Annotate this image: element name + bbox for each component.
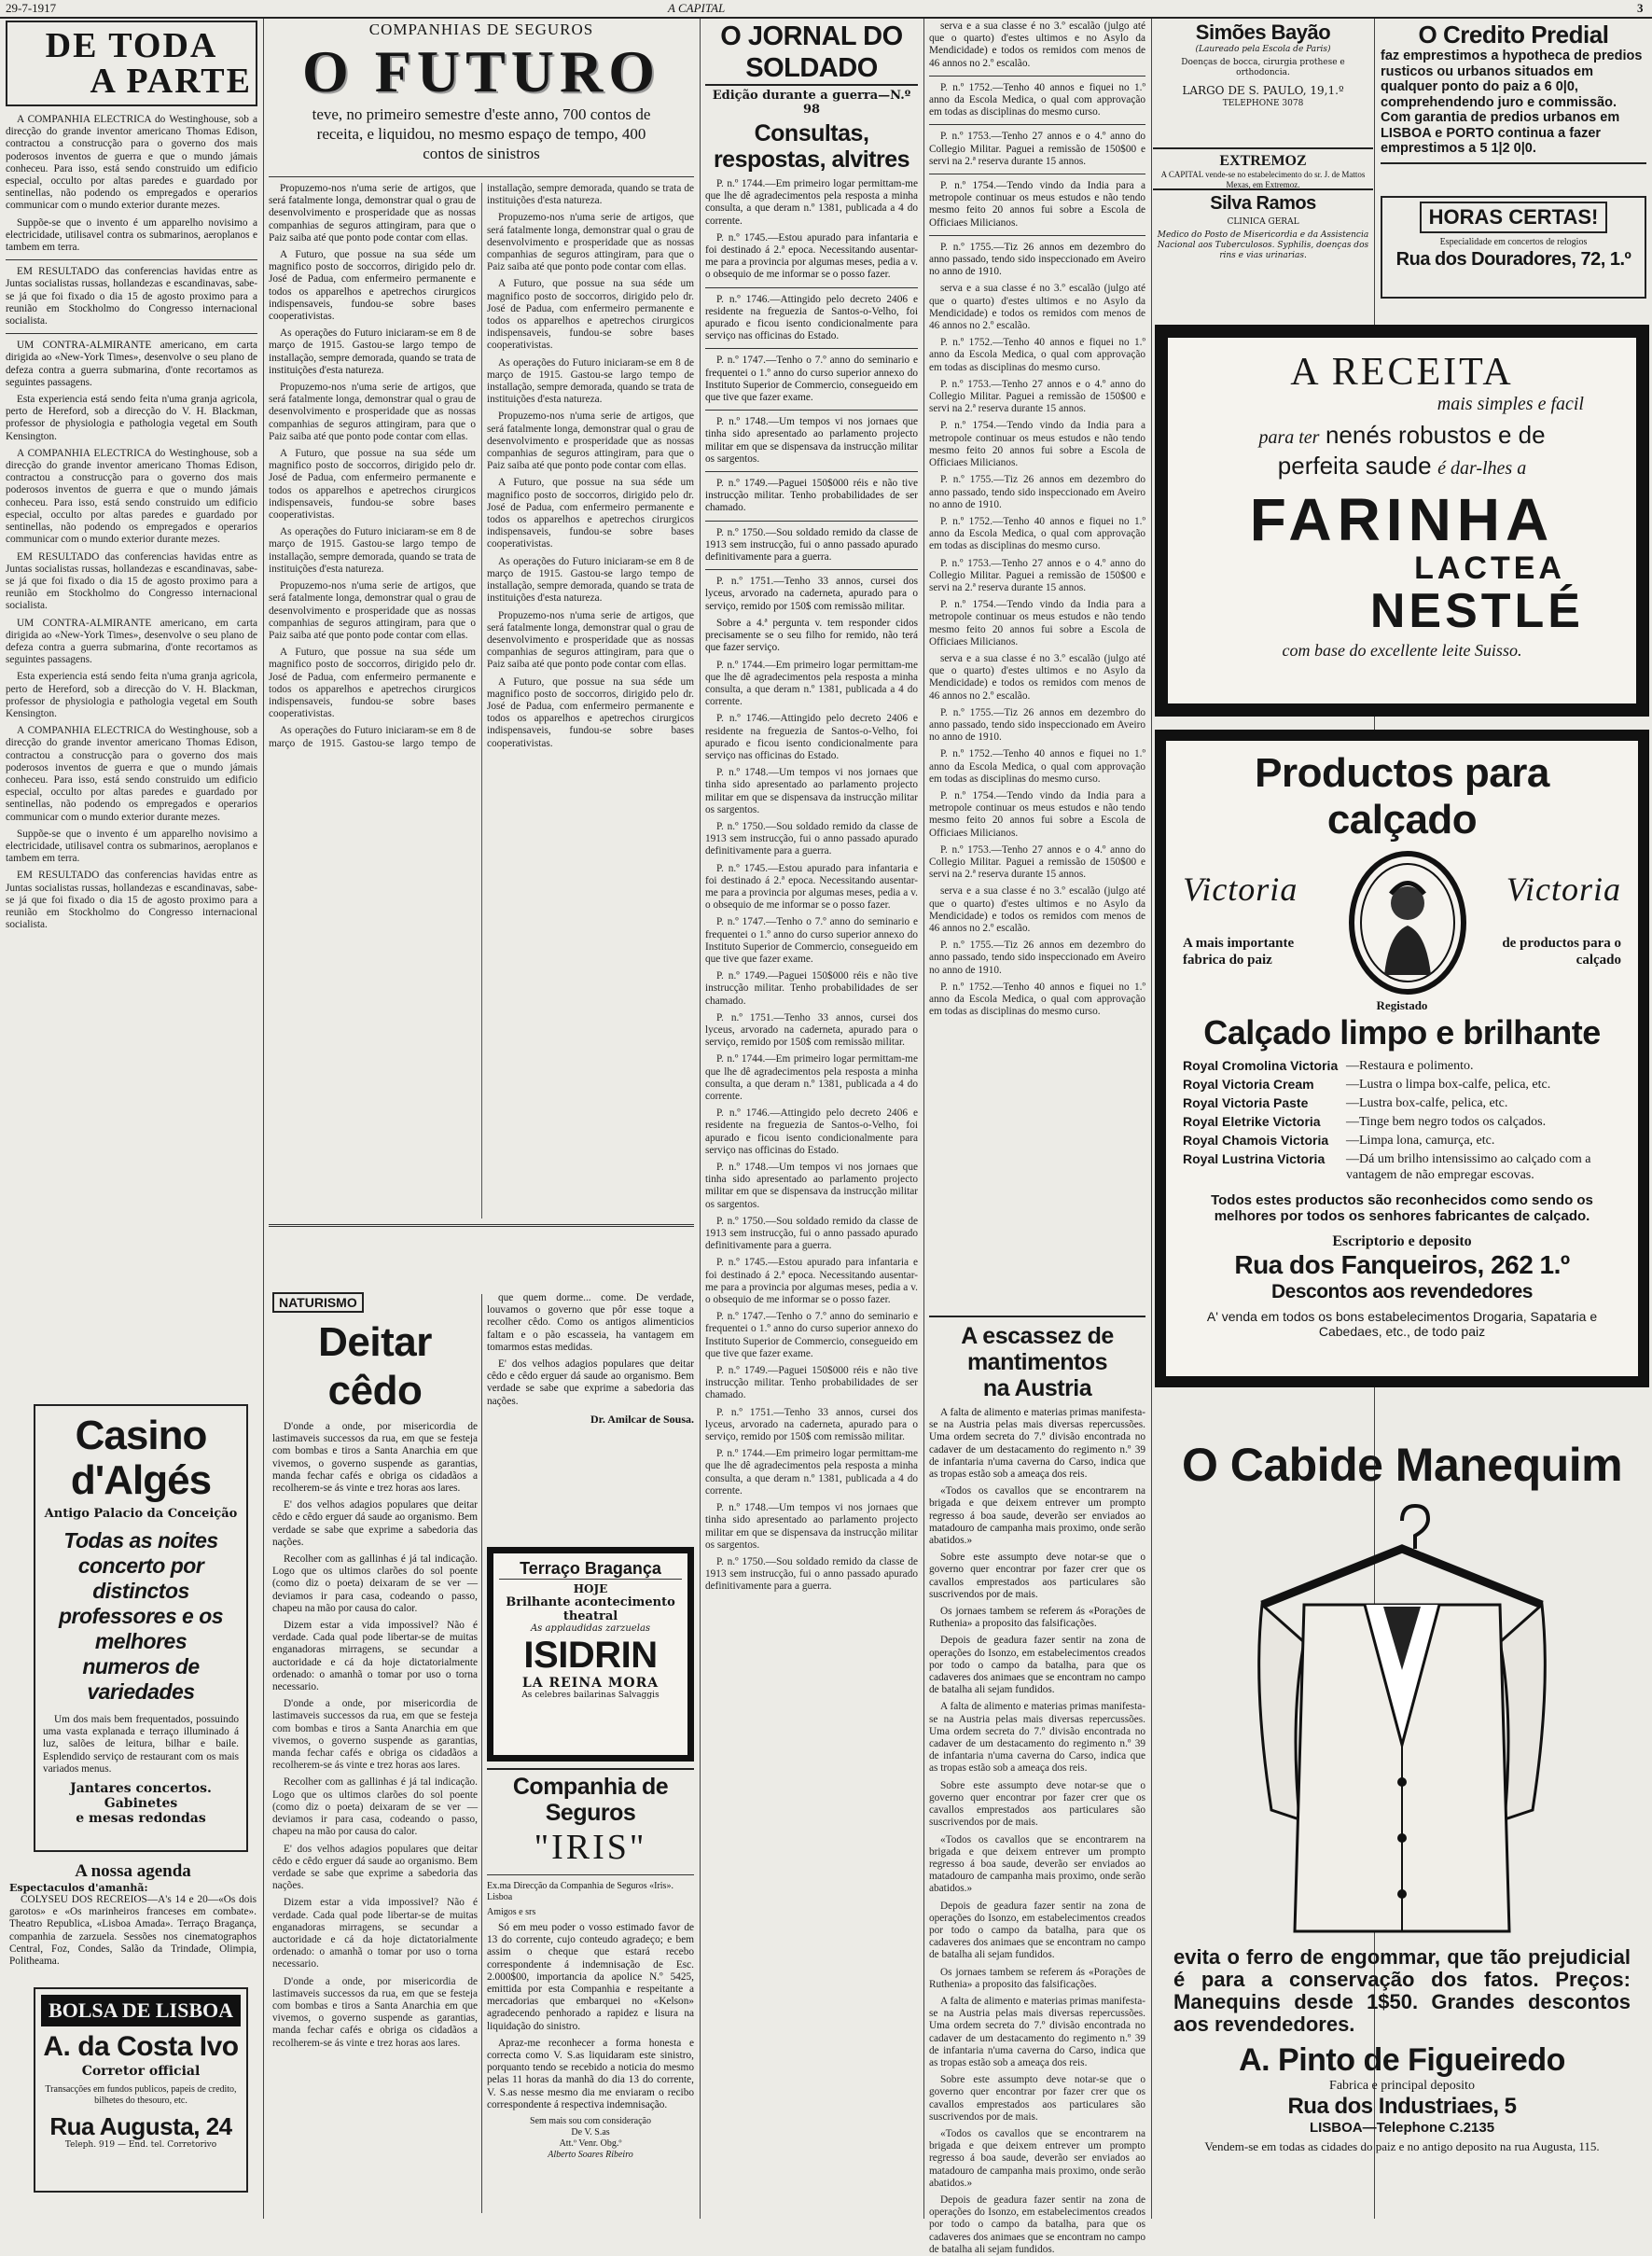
cabide-footer: Vendem-se em todas as cidades do paiz e no antigo deposito na rua Augusta, 115. — [1204, 2139, 1600, 2153]
terraco-hoje: HOJE — [573, 1582, 608, 1595]
agenda-subtitle: Espectaculos d'amanhã: — [9, 1882, 148, 1894]
product-list — [1183, 1058, 1621, 1183]
article-paragraph: P. n.º 1755.—Tiz 26 annos em dezembro do anno passado, tendo sido inspeccionado em Aveiro no anno de 1910. — [929, 241, 1145, 278]
escassez-subtitle: na Austria — [982, 1375, 1092, 1401]
victoria-left: Victoria — [1183, 870, 1298, 908]
article-paragraph: A falta de alimento e materias primas manifesta-se na Austria pelas mais diversas repercussões. Uma ordem secreta do 7.º divisão encontrada no cadaver de um destacamento do regimento n.º 39 de infantaria n'uma caverna do Carso, indica que as tropas estão sob a ameaça dos reis. — [929, 1407, 1145, 1481]
terraco-ad — [487, 1547, 694, 1762]
article-paragraph: Depois de geadura fazer sentir na zona de operações do Isonzo, em estabelecimentos creados por todo o campo da batalha, para que os cadaveres dos animaes que se encontram no campo de batalha ali sejam fundidos. — [929, 1635, 1145, 1696]
article-paragraph: Sobre a 4.ª pergunta v. tem responder cidos precisamente se o seu filho for remido, não terá que fazer serviço. — [705, 617, 918, 654]
article-paragraph: P. n.º 1754.—Tendo vindo da India para a metropole continuar os meus estudos e não tendo mesmo feito 20 annos fui sobre a Escola de Officiaes Milicianos. — [929, 180, 1145, 229]
nestle-footer: com base do excellente leite Suisso. — [1282, 641, 1522, 660]
cabide-address: Rua dos Industriaes, 5 — [1287, 2094, 1517, 2119]
article-title: O FUTURO — [302, 38, 660, 104]
nestle-line: mais simples e facil — [1437, 394, 1584, 414]
casino-subtitle: Antigo Palacio da Conceição — [44, 1507, 238, 1521]
naturismo-signature: Dr. Amilcar de Sousa. — [590, 1412, 694, 1426]
nestle-brand: FARINHA — [1249, 486, 1555, 553]
product-desc: —Restaura e polimento. — [1346, 1059, 1474, 1073]
article-paragraph: P. n.º 1752.—Tenho 40 annos e fiquei no 1.º anno da Escola Medica, o qual com approvação em todas as disciplinas do mesmo curso. — [929, 81, 1145, 118]
section-title-box — [6, 21, 257, 106]
cabide-name: A. Pinto de Figueiredo — [1239, 2042, 1565, 2078]
article-paragraph: P. n.º 1745.—Estou apurado para infantaria e foi destinado á 2.ª epoca. Necessitando ausentar-me para a provincia por algumas meses, pedia a v. o obsequio de me informar se o posso fazer. — [705, 231, 918, 281]
product-row — [1183, 1151, 1621, 1183]
victoria-medallion-icon — [1347, 849, 1468, 996]
article-paragraph: Esta experiencia está sendo feita n'uma granja agricola, perto de Hereford, sob a direcção do V. H. Blackman, professor de physiologia e pathologia vegetal em South Kensington. — [6, 394, 257, 442]
product-desc: —Lustra box-calfe, pelica, etc. — [1346, 1096, 1508, 1110]
iris-address: Ex.ma Direcção da Companhia de Seguros «Iris». Lisboa — [487, 1881, 673, 1902]
column-3: O JORNAL DO SOLDADO Edição durante a guerra—N.º 98 Consultas, respostas, alvitres P. n.º 1744.—Em primeiro logar permittam-me que lhe dê agradecimentos pela resposta a minha consulta, a que deram n.º 1381, publicada a 4 do corrente. P. n.º 1745.—Estou apurado para infantaria e foi destinado á 2.ª epoca. Necessitando ausentar-me para a provincia por algumas meses, pedia a v. o obsequio de me informar se o posso fazer. P. n.º 1746.—Attingido pelo decreto 2406 e residente na freguezia de Santos-o-Velho, foi apurado e ficou isento condicionalmente para serviço nas officinas do Estado. P. n.º 1747.—Tenho o 7.º anno do seminario e frequentei o 1.º anno do curso superior annexo do Instituto Superior de Commercio, consegueido em que tive que fazer exame. P. n.º 1748.—Um tempos vi nos jornaes que tinha sido apresentado ao parlamento projecto militar em que se dispensava da instrucção militar os sargentos. P. n.º 1749.—Paguei 150$000 réis e não tive instrucção militar. Tenho probabilidades de ser chamado. P. n.º 1750.—Sou soldado remido da classe de 1913 sem instrucção, fui o anno passado apurado definitivamente para a guerra. P. n.º 1751.—Tenho 33 annos, cursei dos lyceus, arvorado na caderneta, apurado para o serviço, remido por 150$ com remissão militar. Sobre a 4.ª pergunta v. tem responder cidos precisamente se o seu filho for remido, não terá que fazer serviço. P. n.º 1744.—Em primeiro logar permittam-me que lhe dê agradecimentos pela resposta a minha consulta, a que deram n.º 1381, publicada a 4 do corrente. P. n.º 1746.—Attingido pelo decreto 2406 e residente na freguezia de Santos-o-Velho, foi apurado e ficou isento condicionalmente para serviço nas officinas do Estado. P. n.º 1748.—Um tempos vi nos jornaes que tinha sido apresentado ao parlamento projecto militar em que se dispensava da instrucção militar os sargentos. P. n.º 1750.—Sou soldado remido da classe de 1913 sem instrucção, fui o anno passado apurado definitivamente para a guerra. P. n.º 1745.—Estou apurado para infantaria e foi destinado á 2.ª epoca. Necessitando ausentar-me para a provincia por algumas meses, pedia a v. o obsequio de me informar se o posso fazer. P. n.º 1747.—Tenho o 7.º anno do seminario e frequentei o 1.º anno do curso superior annexo do Instituto Superior de Commercio, consegueido em que tive que fazer exame. P. n.º 1749.—Paguei 150$000 réis e não tive instrucção militar. Tenho probabilidades de ser chamado. P. n.º 1751.—Tenho 33 annos, cursei dos lyceus, arvorado na caderneta, apurado para o serviço, remido por 150$ com remissão militar. P. n.º 1744.—Em primeiro logar permittam-me que lhe dê agradecimentos pela resposta a minha consulta, a que deram n.º 1381, publicada a 4 do corrente. P. n.º 1746.—Attingido pelo decreto 2406 e residente na freguezia de Santos-o-Velho, foi apurado e ficou isento condicionalmente para serviço nas officinas do Estado. P. n.º 1748.—Um tempos vi nos jornaes que tinha sido apresentado ao parlamento projecto militar em que se dispensava da instrucção militar os sargentos. P. n.º 1750.—Sou soldado remido da classe de 1913 sem instrucção, fui o anno passado apurado definitivamente para a guerra. P. n.º 1745.—Estou apurado para infantaria e foi destinado á 2.ª epoca. Necessitando ausentar-me para a provincia por algumas meses, pedia a v. o obsequio de me informar se o posso fazer. P. n.º 1747.—Tenho o 7.º anno do seminario e frequentei o 1.º anno do curso superior annexo do Instituto Superior de Commercio, consegueido em que tive que fazer exame. P. n.º 1749.—Paguei 150$000 réis e não tive instrucção militar. Tenho probabilidades de ser chamado. P. n.º 1751.—Tenho 33 annos, cursei dos lyceus, arvorado na caderneta, apurado para o serviço, remido por 150$ com remissão militar. P. n.º 1744.—Em primeiro logar permittam-me que lhe dê agradecimentos pela resposta a minha consulta, a que deram n.º 1381, publicada a 4 do corrente. P. n.º 1748.—Um tempos vi nos jornaes que tinha sido apresentado ao parlamento projecto militar em que se dispensava da instrucção militar os sargentos. P. n.º 1750.—Sou soldado remido da classe de 1913 sem instrucção, fui o anno passado apurado definitivamente para a guerra. — [705, 21, 918, 1593]
article-paragraph: P. n.º 1746.—Attingido pelo decreto 2406 e residente na freguezia de Santos-o-Velho, foi apurado e ficou isento condicionalmente para serviço nas officinas do Estado. — [705, 293, 918, 342]
bolsa-role: Corretor official — [81, 2064, 201, 2079]
article-paragraph: que quem dorme... come. De verdade, louvamos o governo que pôr esse toque a recolher cêdo. Como os antigos alimenticios faltam e o pão escasseia, ha vantagem em tomarmos estas medidas. — [487, 1292, 694, 1353]
simoes-desc: Doenças de bocca, cirurgia prothese e orthodoncia. — [1181, 58, 1345, 77]
calcado-headline: Calçado limpo e brilhante — [1203, 1013, 1601, 1051]
article-paragraph: A COMPANHIA ELECTRICA do Westinghouse, sob a direcção do grande inventor americano Thomas Edison, contractou a construcção para o governo dos mais poderosos inventos de guerra e que o mundo jámais conheceu. Para isso, está sendo construido um edificio especial, occulto por altas paredes e guardado por sentinellas, não podendo os empregados e operarios communicar com o mundo exterior durante mezes. — [6, 114, 257, 212]
page-header — [0, 0, 1652, 19]
iris-name: "IRIS" — [534, 1828, 647, 1867]
calcado-note: Todos estes productos são reconhecidos como sendo os melhores por todos os senhores fabricantes de calçado. — [1211, 1192, 1593, 1224]
jornal-subtitle: Consultas, respostas, alvitres — [713, 120, 910, 173]
terraco-line: Brilhante acontecimento — [506, 1595, 675, 1609]
nestle-line: perfeita saude — [1277, 452, 1432, 480]
calcado-address: Rua dos Fanqueiros, 262 1.º — [1234, 1250, 1570, 1279]
extremoz-ad — [1157, 153, 1369, 190]
product-name: Royal Chamois Victoria — [1183, 1133, 1329, 1148]
article-paragraph: P. n.º 1753.—Tenho 27 annos e o 4.º anno do Collegio Militar. Paguei a remissão de 150$00 e servi na 2.ª reserva durante 15 annos. — [929, 131, 1145, 167]
credito-body: faz emprestimos a hypotheca de predios rusticos ou urbanos situados em qualquer ponto do paiz a 6 0|0, comprehendendo juro e commissão. Com garantia de predios urbanos em LISBOA e PORTO continua a fazer emprestimos a 5 1|2 0|0. — [1381, 49, 1643, 156]
horas-ad — [1381, 196, 1646, 299]
terraco-title: Terraço Bragança — [499, 1559, 682, 1580]
section-title-line1: DE TODA — [45, 26, 218, 65]
escassez-title: A escassez de mantimentos — [961, 1323, 1114, 1375]
cabide-body: evita o ferro de engommar, que tão prejudicial é para a conservação dos fatos. Preços: Manequins desde 1$50. Grandes descontos aos revendedores. — [1173, 1945, 1631, 2036]
article-paragraph: As operações do Futuro iniciaram-se em 8 de março de 1915. Gastou-se largo tempo de installação, sempre demorada, quando se trata de instituições d'esta natureza. — [269, 327, 476, 376]
product-desc: —Tinge bem negro todos os calçados. — [1346, 1115, 1547, 1129]
escassez-article: A escassez de mantimentos na Austria A falta de alimento e materias primas manifesta-se na Austria pelas mais diversas repercussões. Uma ordem secreta do 7.º divisão encontrada no cadaver de um destacamento do regimento n.º 39 de infantaria n'uma caverna do Carso, indica que as tropas estão sob a ameaça dos reis. «Todos os cavallos que se encontrarem na brigada e que deixem entrever um prompto regresso á boa saude, deverão ser enviados ao matadouro de campanha mais proximo, onde serão abatidos.» Sobre este assumpto deve notar-se que o governo quer encontrar por fazer crer que os cavallos emprestados aos particulares são suscrivendos por de mais. Os jornaes tambem se referem ás «Porações de Ruthenia» a proposito das falsificações. Depois de geadura fazer sentir na zona de operações do Isonzo, em estabelecimentos creados por todo o campo da batalha, para que os cadaveres dos animaes que se encontram no campo de batalha ali sejam fundidos. A falta de alimento e materias primas manifesta-se na Austria pelas mais diversas repercussões. Uma ordem secreta do 7.º divisão encontrada no cadaver de um destacamento do regimento n.º 39 de infantaria n'uma caverna do Carso, indica que as tropas estão sob a ameaça dos reis. Sobre este assumpto deve notar-se que o governo quer encontrar por fazer crer que os cavallos emprestados aos particulares são suscrivendos por de mais. «Todos os cavallos que se encontrarem na brigada e que deixem entrever um prompto regresso á boa saude, deverão ser enviados ao matadouro de campanha mais proximo, onde serão abatidos.» Depois de geadura fazer sentir na zona de operações do Isonzo, em estabelecimentos creados por todo o campo da batalha, para que os cadaveres dos animaes que se encontram no campo de batalha ali sejam fundidos. Os jornaes tambem se referem ás «Porações de Ruthenia» a proposito das falsificações. A falta de alimento e materias primas manifesta-se na Austria pelas mais diversas repercussões. Uma ordem secreta do 7.º divisão encontrada no cadaver de um destacamento do regimento n.º 39 de infantaria n'uma caverna do Carso, indica que as tropas estão sob a ameaça dos reis. Sobre este assumpto deve notar-se que o governo quer encontrar por fazer crer que os cavallos emprestados aos particulares são suscrivendos por de mais. «Todos os cavallos que se encontrarem na brigada e que deixem entrever um prompto regresso á boa saude, deverão ser enviados ao matadouro de campanha mais proximo, onde serão abatidos.» Depois de geadura fazer sentir na zona de operações do Isonzo, em estabelecimentos creados por todo o campo da batalha, para que os cadaveres dos animaes que se encontram no campo de batalha ali sejam fundidos. — [929, 1316, 1145, 2226]
product-name: Royal Victoria Paste — [1183, 1095, 1309, 1110]
article-kicker: COMPANHIAS DE SEGUROS — [368, 21, 594, 38]
casino-name: Casino d'Algés — [70, 1413, 212, 1503]
nestle-brand: NESTLÉ — [1369, 584, 1584, 638]
bolsa-ad — [34, 1987, 248, 2193]
iris-ad — [487, 1768, 694, 2216]
article-paragraph: serva e a sua classe é no 3.º escalão (julgo até que o quarto) d'estes ultimos e no Asylo da Mendicidade) e todos os remidos com menos de 46 annos no 2.º escalão. — [929, 21, 1145, 69]
naturismo-article: NATURISMO Deitar cêdo D'onde a onde, por misericordia de lastimaveis successos da rua, em que se festeja com bombas e tiros a Santa Anarchia em que vivemos, o governo suspende as garantias, manda fechar cafés e obriga os cidadãos a recolherem-se ás vinte e trez horas aos lares. E' dos velhos adagios populares que deitar cêdo e cêdo erguer dá saude ao organismo. Bem verdade se sabe que exprime a sabedoria das nações. Recolher com as gallinhas é já tal indicação. Logo que os ultimos clarões do sol poente (como diz o poeta) deixaram de se ver — deviamos ir para casa, codeando o passo, chapeu na mão por causa do calor. Dizem estar a vida impossivel? Não é verdade. Cada qual pode libertar-se de muitas enganadoras mirragens, se secundar a auctoridade e cá da hoje dictatorialmente ordenado: o amanhã o tomar por uso o torna necessario. D'onde a onde, por misericordia de lastimaveis successos da rua, em que se festeja com bombas e tiros a Santa Anarchia em que vivemos, o governo suspende as garantias, manda fechar cafés e obriga os cidadãos a recolherem-se ás vinte e trez horas aos lares. Recolher com as gallinhas é já tal indicação. Logo que os ultimos clarões do sol poente (como diz o poeta) deixaram de se ver — deviamos ir para casa, codeando o passo, chapeu na mão por causa do calor. E' dos velhos adagios populares que deitar cêdo e cêdo erguer dá saude ao organismo. Bem verdade se sabe que exprime a sabedoria das nações. Dizem estar a vida impossivel? Não é verdade. Cada qual pode libertar-se de muitas enganadoras mirragens, se secundar a auctoridade e cá da hoje dictatorialmente ordenado: o amanhã o tomar por uso o torna necessario. D'onde a onde, por misericordia de lastimaveis successos da rua, em que se festeja com bombas e tiros a Santa Anarchia em que vivemos, o governo suspende as garantias, manda fechar cafés e obriga os cidadãos a recolherem-se ás vinte e trez horas aos lares. — [272, 1292, 478, 2218]
calcado-ad — [1155, 730, 1649, 1387]
calcado-title: Productos para calçado — [1255, 750, 1549, 843]
bolsa-address: Rua Augusta, 24 — [49, 2112, 232, 2140]
article-paragraph: «Todos os cavallos que se encontrarem na brigada e que deixem entrever um prompto regresso á boa saude, deverão ser enviados ao matadouro de campanha mais proximo, onde serão abatidos.» — [929, 1485, 1145, 1547]
casino-ad — [34, 1404, 248, 1852]
calcado-left-text: A mais importante fabrica do paiz — [1183, 936, 1295, 968]
calcado-discount: Descontos aos revendedores — [1271, 1281, 1533, 1302]
bolsa-name: A. da Costa Ivo — [43, 2031, 239, 2062]
silva-specialty: CLINICA GERAL — [1227, 217, 1299, 227]
casino-line: Todas as noites — [63, 1528, 218, 1553]
casino-line: concerto por distinctos — [77, 1553, 204, 1603]
product-row — [1183, 1114, 1621, 1130]
product-name: Royal Eletrike Victoria — [1183, 1114, 1321, 1129]
naturismo-title: Deitar cêdo — [318, 1319, 432, 1413]
article-paragraph: P. n.º 1744.—Em primeiro logar permittam-me que lhe dê agradecimentos pela resposta a minha consulta, a que deram n.º 1381, publicada a 4 do corrente. — [705, 178, 918, 227]
simoes-telephone: TELEPHONE 3078 — [1222, 99, 1304, 108]
simoes-address: LARGO DE S. PAULO, 19,1.º — [1182, 84, 1344, 97]
article-paragraph: Recolher com as gallinhas é já tal indicação. Logo que os ultimos clarões do sol poente (como diz o poeta) deixaram de se ver — deviamos ir para casa, codeando o passo, chapeu na mão por causa do calor. — [272, 1553, 478, 1614]
article-paragraph: P. n.º 1751.—Tenho 33 annos, cursei dos lyceus, arvorado na caderneta, apurado para o serviço, remido por 150$ com remissão militar. — [705, 576, 918, 612]
article-body: Propuzemo-nos n'uma serie de artigos, que será fatalmente longa, demonstrar qual o grau de desenvolvimento e prosperidade que as nossas companhias de seguros attingiram, para que o Paiz saiba até que ponto pode contar com ellas. A Futuro, que possue na sua séde um magnifico posto de soccorros, dirigido pelo dr. José de Padua, com enfermeiro permanente e todos os apparelhos e apetrechos cirurgicos indispensaveis, fundou-se sobre bases cooperativistas. As operações do Futuro iniciaram-se em 8 de março de 1915. Gastou-se largo tempo de installação, sempre demorada, quando se trata de instituições d'esta natureza. Propuzemo-nos n'uma serie de artigos, que será fatalmente longa, demonstrar qual o grau de desenvolvimento e prosperidade que as nossas companhias de seguros attingiram, para que o Paiz saiba até que ponto pode contar com ellas. A Futuro, que possue na sua séde um magnifico posto de soccorros, dirigido pelo dr. José de Padua, com enfermeiro permanente e todos os apparelhos e apetrechos cirurgicos indispensaveis, fundou-se sobre bases cooperativistas. As operações do Futuro iniciaram-se em 8 de março de 1915. Gastou-se largo tempo de installação, sempre demorada, quando se trata de instituições d'esta natureza. Propuzemo-nos n'uma serie de artigos, que será fatalmente longa, demonstrar qual o grau de desenvolvimento e prosperidade que as nossas companhias de seguros attingiram, para que o Paiz saiba até que ponto pode contar com ellas. A Futuro, que possue na sua séde um magnifico posto de soccorros, dirigido pelo dr. José de Padua, com enfermeiro permanente e todos os apparelhos e apetrechos cirurgicos indispensaveis, fundou-se sobre bases cooperativistas. As operações do Futuro iniciaram-se em 8 de março de 1915. Gastou-se largo tempo de installação, sempre demorada, quando se trata de instituições d'esta natureza. Propuzemo-nos n'uma serie de artigos, que será fatalmente longa, demonstrar qual o grau de desenvolvimento e prosperidade que as nossas companhias de seguros attingiram, para que o Paiz saiba até que ponto pode contar com ellas. A Futuro, que possue na sua séde um magnifico posto de soccorros, dirigido pelo dr. José de Padua, com enfermeiro permanente e todos os apparelhos e apetrechos cirurgicos indispensaveis, fundou-se sobre bases cooperativistas. As operações do Futuro iniciaram-se em 8 de março de 1915. Gastou-se largo tempo de installação, sempre demorada, quando se trata de instituições d'esta natureza. Propuzemo-nos n'uma serie de artigos, que será fatalmente longa, demonstrar qual o grau de desenvolvimento e prosperidade que as nossas companhias de seguros attingiram, para que o Paiz saiba até que ponto pode contar com ellas. A Futuro, que possue na sua séde um magnifico posto de soccorros, dirigido pelo dr. José de Padua, com enfermeiro permanente e todos os apparelhos e apetrechos cirurgicos indispensaveis, fundou-se sobre bases cooperativistas. As operações do Futuro iniciaram-se em 8 de março de 1915. Gastou-se largo tempo de installação, sempre demorada, quando se trata de instituições d'esta natureza. Propuzemo-nos n'uma serie de artigos, que será fatalmente longa, demonstrar qual o grau de desenvolvimento e prosperidade que as nossas companhias de seguros attingiram, para que o Paiz saiba até que ponto pode contar com ellas. A Futuro, que possue na sua séde um magnifico posto de soccorros, dirigido pelo dr. José de Padua, com enfermeiro permanente e todos os apparelhos e apetrechos cirurgicos indispensaveis, fundou-se sobre bases cooperativistas. — [269, 183, 694, 749]
terraco-line: As applaudidas zarzuelas — [530, 1623, 651, 1634]
product-name: Royal Lustrina Victoria — [1183, 1151, 1326, 1166]
simoes-cred: (Laureado pela Escola de Paris) — [1195, 45, 1331, 54]
nestle-line: é dar-lhes a — [1437, 458, 1527, 479]
article-paragraph: Os jornaes tambem se referem ás «Porações de Ruthenia» a proposito das falsificações. — [929, 1606, 1145, 1630]
article-paragraph: P. n.º 1748.—Um tempos vi nos jornaes que tinha sido apresentado ao parlamento projecto militar em que se dispensava da instrucção militar os sargentos. — [705, 416, 918, 465]
calcado-registado: Registado — [1376, 998, 1428, 1012]
terraco-show: LA REINA MORA — [521, 1676, 659, 1691]
jornal-edition: Edição durante a guerra—N.º 98 — [712, 89, 911, 117]
silva-ad — [1157, 192, 1369, 261]
casino-line: professores e os melhores — [58, 1604, 224, 1653]
hanger-mannequin-icon — [1234, 1502, 1570, 1941]
iris-closing: Sem mais sou com consideração — [530, 2116, 651, 2127]
terraco-show: ISIDRIN — [523, 1635, 658, 1676]
agenda-body: COLYSEU DOS RECREIOS—A's 14 e 20—«Os dois garotos» e «Os marinheiros franceses em combate». Theatro Republica, «Lisboa Amada». Terraço Bragança, companhia de zarzuela. Sessões nos cinematographos Central, Foz, Condes, Salão da Trindade, Olimpia, Politheama. — [9, 1894, 257, 1968]
iris-body: Apraz-me reconhecer a forma honesta e correcta como V. S.as liquidaram este sinistro, porquanto tendo se recebido a noticia do mesmo pelas 11 horas da manhã do dia 13 do corrente, V. S.as nesse mesmo dia me enviaram o recibo correspondente á respectiva indemnisação. — [487, 2037, 694, 2110]
horas-desc: Especialidade em concertos de relogios — [1439, 237, 1588, 247]
agenda-section — [9, 1861, 257, 1972]
jornal-title: O JORNAL DO SOLDADO — [705, 21, 918, 86]
horas-address: Rua dos Douradores, 72, 1.º — [1395, 249, 1631, 270]
article-paragraph: P. n.º 1749.—Paguei 150$000 réis e não tive instrucção militar. Tenho probabilidades de ser chamado. — [705, 478, 918, 514]
nestle-line: para ter — [1258, 427, 1320, 448]
terraco-footer: As celebres bailarinas Salvaggis — [521, 1691, 659, 1700]
nestle-title: A RECEITA — [1290, 351, 1514, 394]
filler-text: A COMPANHIA ELECTRICA do Westinghouse, sob a direcção do grande inventor americano Thomas Edison, contractou a construcção para o governo dos mais poderosos inventos de guerra e que o mundo jámais conheceu. Para isso, está sendo construido um edificio especial, occulto por altas paredes e guardado por sentinellas, não podendo os empregados e operarios communicar com o mundo exterior durante mezes. EM RESULTADO das conferencias havidas entre as Juntas socialistas russas, hollandezas e escandinavas, sabe-se já que foi fixado o dia 15 de agosto proximo para a reunião em Stockholmo do Congresso internacional socialista. UM CONTRA-ALMIRANTE americano, em carta dirigida ao «New-York Times», desenvolve o seu plano de defeza contra a guerra submarina, d'onte recortamos as seguintes passagens. Esta experiencia está sendo feita n'uma granja agricola, perto de Hereford, sob a direcção do V. H. Blackman, professor de physiologia e pathologia vegetal em South Kensington. A COMPANHIA ELECTRICA do Westinghouse, sob a direcção do grande inventor americano Thomas Edison, contractou a construcção para o governo dos mais poderosos inventos de guerra e que o mundo jámais conheceu. Para isso, está sendo construido um edificio especial, occulto por altas paredes e guardado por sentinellas, não podendo os empregados e operarios communicar com o mundo exterior durante mezes. Suppõe-se que o invento é um apparelho novisimo a electricidade, utilisavel contra os submarinos, aeroplanos e tambem em terra. EM RESULTADO das conferencias havidas entre as Juntas socialistas russas, hollandezas e escandinavas, sabe-se já que foi fixado o dia 15 de agosto proximo para a reunião em Stockholmo do Congresso internacional socialista. — [6, 447, 257, 931]
article-paragraph: P. n.º 1750.—Sou soldado remido da classe de 1913 sem instrucção, fui o anno passado apurado definitivamente para a guerra. — [705, 526, 918, 564]
casino-description: Um dos mais bem frequentados, possuindo uma vasta explanada e terraço illuminado á luz, salões de leitura, bilhar e baile. Esplendido serviço de restaurant com os mais variados menus. — [43, 1714, 239, 1775]
product-name: Royal Cromolina Victoria — [1183, 1058, 1339, 1073]
naturismo-continuation — [487, 1292, 694, 1430]
cabide-ad — [1155, 1400, 1649, 2221]
cabide-city: LISBOA—Telephone C.2135 — [1309, 2120, 1495, 2136]
casino-footer: Jantares concertos. Gabinetes — [70, 1781, 212, 1812]
calcado-footer: A' venda em todos os bons estabelecimentos Drogaria, Sapataria e Cabedaes, etc., de todo paiz — [1206, 1309, 1598, 1339]
terraco-line: theatral — [562, 1609, 618, 1623]
credito-ad — [1381, 21, 1646, 164]
page-date: 29-7-1917 — [6, 1, 57, 15]
bolsa-telephone: Teleph. 919 — End. tel. Corretorivo — [64, 2140, 217, 2150]
silva-name: Silva Ramos — [1210, 193, 1316, 214]
product-name: Royal Victoria Cream — [1183, 1077, 1314, 1092]
cabide-sub: Fabrica e principal deposito — [1329, 2079, 1475, 2093]
article-paragraph: Sobre este assumpto deve notar-se que o governo quer encontrar por fazer crer que os cavallos emprestados aos particulares são suscrivendos por de mais. — [929, 1552, 1145, 1600]
iris-salutation: Amigos e srs — [487, 1907, 536, 1917]
bolsa-desc: Transacções em fundos publicos, papeis de credito, bilhetes do thesouro, etc. — [45, 2084, 237, 2106]
product-row — [1183, 1133, 1621, 1149]
article-paragraph: P. n.º 1747.—Tenho o 7.º anno do seminario e frequentei o 1.º anno do curso superior annexo do Instituto Superior de Commercio, consegueido em que tive que fazer exame. — [705, 355, 918, 404]
iris-body: Só em meu poder o vosso estimado favor de 13 do corrente, cujo conteudo agradeço; e bem assim o cheque que estará recebo correspondente á indemnisação de Esc. 2.000$00, importancia da apolice N.º 5425, emittida por esta Companhia e respeitante a mercadorias que embarquei no «Kelson» agradecendo penhorado a rapidez e lisura na liquidação do sinistro. — [487, 1922, 694, 2032]
iris-signature: Alberto Soares Ribeiro — [548, 2150, 633, 2161]
product-row — [1183, 1095, 1621, 1111]
article-paragraph: Propuzemo-nos n'uma serie de artigos, que será fatalmente longa, demonstrar qual o grau de desenvolvimento e prosperidade que as nossas companhias de seguros attingiram, para que o Paiz saiba até que ponto pode contar com ellas. — [269, 183, 476, 244]
nestle-brand: LACTEA — [1414, 550, 1565, 586]
page-number: 3 — [1637, 1, 1644, 15]
bolsa-title: BOLSA DE LISBOA — [41, 1995, 241, 2026]
naturismo-label: NATURISMO — [272, 1292, 364, 1313]
nestle-ad — [1155, 325, 1649, 717]
product-row — [1183, 1077, 1621, 1093]
nestle-line: nenés robustos e de — [1325, 421, 1546, 449]
article-paragraph: UM CONTRA-ALMIRANTE americano, em carta dirigida ao «New-York Times», desenvolve o seu plano de defeza contra a guerra submarina, d'onte recortamos as seguintes passagens. — [6, 340, 257, 388]
section-title-line2: A PARTE — [90, 62, 252, 101]
article-paragraph: E' dos velhos adagios populares que deitar cêdo e cêdo erguer dá saude ao organismo. Bem verdade se sabe que exprime a sabedoria das nações. — [487, 1358, 694, 1407]
product-row — [1183, 1058, 1621, 1074]
casino-line: numeros de variedades — [82, 1654, 200, 1704]
iris-de: De V. S.as — [571, 2127, 610, 2138]
iris-head: Companhia de Seguros — [512, 1774, 669, 1826]
article-paragraph: A Futuro, que possue na sua séde um magnifico posto de soccorros, dirigido pelo dr. José de Padua, com enfermeiro permanente e todos os apparelhos e apetrechos cirurgicos indispensaveis, fundou-se sobre bases cooperativistas. — [269, 249, 476, 323]
article-deck: teve, no primeiro semestre d'este anno, 700 contos de receita, e liquidou, no mesmo espaço de tempo, 400 contos de sinistros — [312, 105, 651, 162]
article-paragraph: E' dos velhos adagios populares que deitar cêdo e cêdo erguer dá saude ao organismo. Bem verdade se sabe que exprime a sabedoria das nações. — [272, 1499, 478, 1548]
extremoz-body: A CAPITAL vende-se no estabelecimento do sr. J. de Mattos Mexas, em Extremoz. — [1160, 170, 1366, 189]
page-masthead: A CAPITAL — [668, 1, 726, 15]
product-desc: —Lustra o limpa box-calfe, pelica, etc. — [1346, 1078, 1551, 1092]
calcado-right-text: de productos para o calçado — [1502, 936, 1621, 968]
article-paragraph: Dizem estar a vida impossivel? Não é verdade. Cada qual pode libertar-se de muitas enganadoras mirragens, se secundar a auctoridade e cá da hoje dictatorialmente ordenado: o amanhã o tomar por uso o torna necessario. — [272, 1620, 478, 1693]
credito-title: O Credito Predial — [1418, 21, 1609, 49]
casino-footer: e mesas redondas — [76, 1811, 206, 1827]
simoes-ad — [1157, 21, 1369, 109]
silva-desc: Medico do Posto de Misericordia e da Assistencia Nacional aos Tuberculosos. Syphilis, doenças dos rins e vias urinarias. — [1157, 230, 1369, 260]
calcado-escriptorio: Escriptorio e deposito — [1332, 1233, 1472, 1249]
iris-att: Att.º Venr. Obg.º — [559, 2138, 622, 2150]
horas-title: HORAS CERTAS! — [1420, 202, 1608, 233]
victoria-right: Victoria — [1506, 870, 1621, 908]
article-paragraph: D'onde a onde, por misericordia de lastimaveis successos da rua, em que se festeja com bombas e tiros a Santa Anarchia em que vivemos, o governo suspende as garantias, manda fechar cafés e obriga os cidadãos a recolherem-se ás vinte e trez horas aos lares. — [272, 1421, 478, 1495]
cabide-title: O Cabide Manequim — [1181, 1439, 1623, 1491]
simoes-name: Simões Bayão — [1195, 21, 1331, 44]
agenda-title: A nossa agenda — [75, 1861, 191, 1881]
extremoz-title: EXTREMOZ — [1219, 153, 1307, 169]
product-desc: —Dá um brilho intensissimo ao calçado com a vantagem de não empregar escovas. — [1346, 1152, 1591, 1182]
article-paragraph: EM RESULTADO das conferencias havidas entre as Juntas socialistas russas, hollandezas e escandinavas, sabe-se já que foi fixado o dia 15 de agosto proximo para a reunião em Stockholmo do Congresso internacional socialista. — [6, 266, 257, 327]
product-desc: —Limpa lona, camurça, etc. — [1346, 1134, 1495, 1148]
column-4: serva e a sua classe é no 3.º escalão (julgo até que o quarto) d'estes ultimos e no Asylo da Mendicidade) e todos os remidos com menos de 46 annos no 2.º escalão. P. n.º 1752.—Tenho 40 annos e fiquei no 1.º anno da Escola Medica, o qual com approvação em todas as disciplinas do mesmo curso. P. n.º 1753.—Tenho 27 annos e o 4.º anno do Collegio Militar. Paguei a remissão de 150$00 e servi na 2.ª reserva durante 15 annos. P. n.º 1754.—Tendo vindo da India para a metropole continuar os meus estudos e não tendo mesmo feito 20 annos fui sobre a Escola de Officiaes Milicianos. P. n.º 1755.—Tiz 26 annos em dezembro do anno passado, tendo sido inspeccionado em Aveiro no anno de 1910. serva e a sua classe é no 3.º escalão (julgo até que o quarto) d'estes ultimos e no Asylo da Mendicidade) e todos os remidos com menos de 46 annos no 2.º escalão. P. n.º 1752.—Tenho 40 annos e fiquei no 1.º anno da Escola Medica, o qual com approvação em todas as disciplinas do mesmo curso. P. n.º 1753.—Tenho 27 annos e o 4.º anno do Collegio Militar. Paguei a remissão de 150$00 e servi na 2.ª reserva durante 15 annos. P. n.º 1754.—Tendo vindo da India para a metropole continuar os meus estudos e não tendo mesmo feito 20 annos fui sobre a Escola de Officiaes Milicianos. P. n.º 1755.—Tiz 26 annos em dezembro do anno passado, tendo sido inspeccionado em Aveiro no anno de 1910. P. n.º 1752.—Tenho 40 annos e fiquei no 1.º anno da Escola Medica, o qual com approvação em todas as disciplinas do mesmo curso. P. n.º 1753.—Tenho 27 annos e o 4.º anno do Collegio Militar. Paguei a remissão de 150$00 e servi na 2.ª reserva durante 15 annos. P. n.º 1754.—Tendo vindo da India para a metropole continuar os meus estudos e não tendo mesmo feito 20 annos fui sobre a Escola de Officiaes Milicianos. serva e a sua classe é no 3.º escalão (julgo até que o quarto) d'estes ultimos e no Asylo da Mendicidade) e todos os remidos com menos de 46 annos no 2.º escalão. P. n.º 1755.—Tiz 26 annos em dezembro do anno passado, tendo sido inspeccionado em Aveiro no anno de 1910. P. n.º 1752.—Tenho 40 annos e fiquei no 1.º anno da Escola Medica, o qual com approvação em todas as disciplinas do mesmo curso. P. n.º 1754.—Tendo vindo da India para a metropole continuar os meus estudos e não tendo mesmo feito 20 annos fui sobre a Escola de Officiaes Milicianos. P. n.º 1753.—Tenho 27 annos e o 4.º anno do Collegio Militar. Paguei a remissão de 150$00 e servi na 2.ª reserva durante 15 annos. serva e a sua classe é no 3.º escalão (julgo até que o quarto) d'estes ultimos e no Asylo da Mendicidade) e todos os remidos com menos de 46 annos no 2.º escalão. P. n.º 1755.—Tiz 26 annos em dezembro do anno passado, tendo sido inspeccionado em Aveiro no anno de 1910. P. n.º 1752.—Tenho 40 annos e fiquei no 1.º anno da Escola Medica, o qual com approvação em todas as disciplinas do mesmo curso. — [929, 21, 1145, 1018]
article-paragraph: Suppõe-se que o invento é um apparelho novisimo a electricidade, utilisavel contra os submarinos, aeroplanos e tambem em terra. — [6, 216, 257, 254]
